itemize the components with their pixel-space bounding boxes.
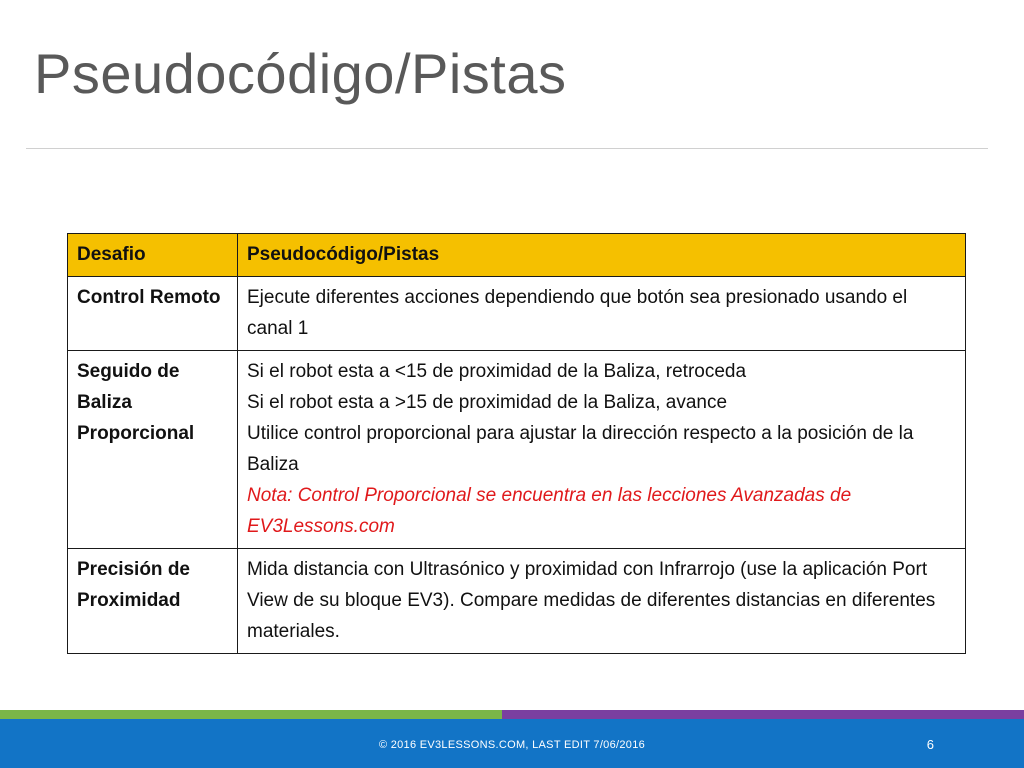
hint-line: Si el robot esta a >15 de proximidad de la Baliza, avance [247, 392, 728, 413]
hint-line: Ejecute diferentes acciones dependiendo que botón sea presionado usando el canal 1 [247, 287, 908, 339]
hint-cell [238, 351, 966, 549]
hint-cell [238, 277, 966, 351]
hint-line: Utilice control proporcional para ajustar la dirección respecto a la posición de la Baliza [247, 423, 914, 475]
table-row [68, 351, 966, 549]
footer-bar [0, 719, 1024, 768]
pseudocode-table [67, 233, 966, 654]
table-row [68, 277, 966, 351]
header-pseudocode: Pseudocódigo/Pistas [238, 234, 966, 277]
slide-title: Pseudocódigo/Pistas [34, 42, 567, 105]
challenge-cell: Control Remoto [68, 277, 238, 351]
table-header-row [68, 234, 966, 277]
footer-stripe-green [0, 710, 502, 719]
hint-cell [238, 549, 966, 654]
title-divider [26, 148, 988, 149]
page-number: 6 [926, 737, 934, 752]
footer-stripe-purple [502, 710, 1024, 719]
footer-copyright: © 2016 EV3LESSONS.COM, LAST EDIT 7/06/2016 [378, 739, 646, 751]
hint-line: Mida distancia con Ultrasónico y proximidad con Infrarrojo (use la aplicación Port View de su bloque EV3). Compare medidas de diferentes distancias en diferentes materiales. [247, 559, 936, 642]
header-challenge: Desafio [68, 234, 238, 277]
hint-line: Si el robot esta a <15 de proximidad de la Baliza, retroceda [247, 361, 747, 382]
table-row [68, 549, 966, 654]
advanced-lessons-note: Nota: Control Proporcional se encuentra en las lecciones Avanzadas de EV3Lessons.com [247, 485, 852, 537]
challenge-cell: Seguido de Baliza Proporcional [68, 351, 238, 549]
challenge-cell: Precisión de Proximidad [68, 549, 238, 654]
